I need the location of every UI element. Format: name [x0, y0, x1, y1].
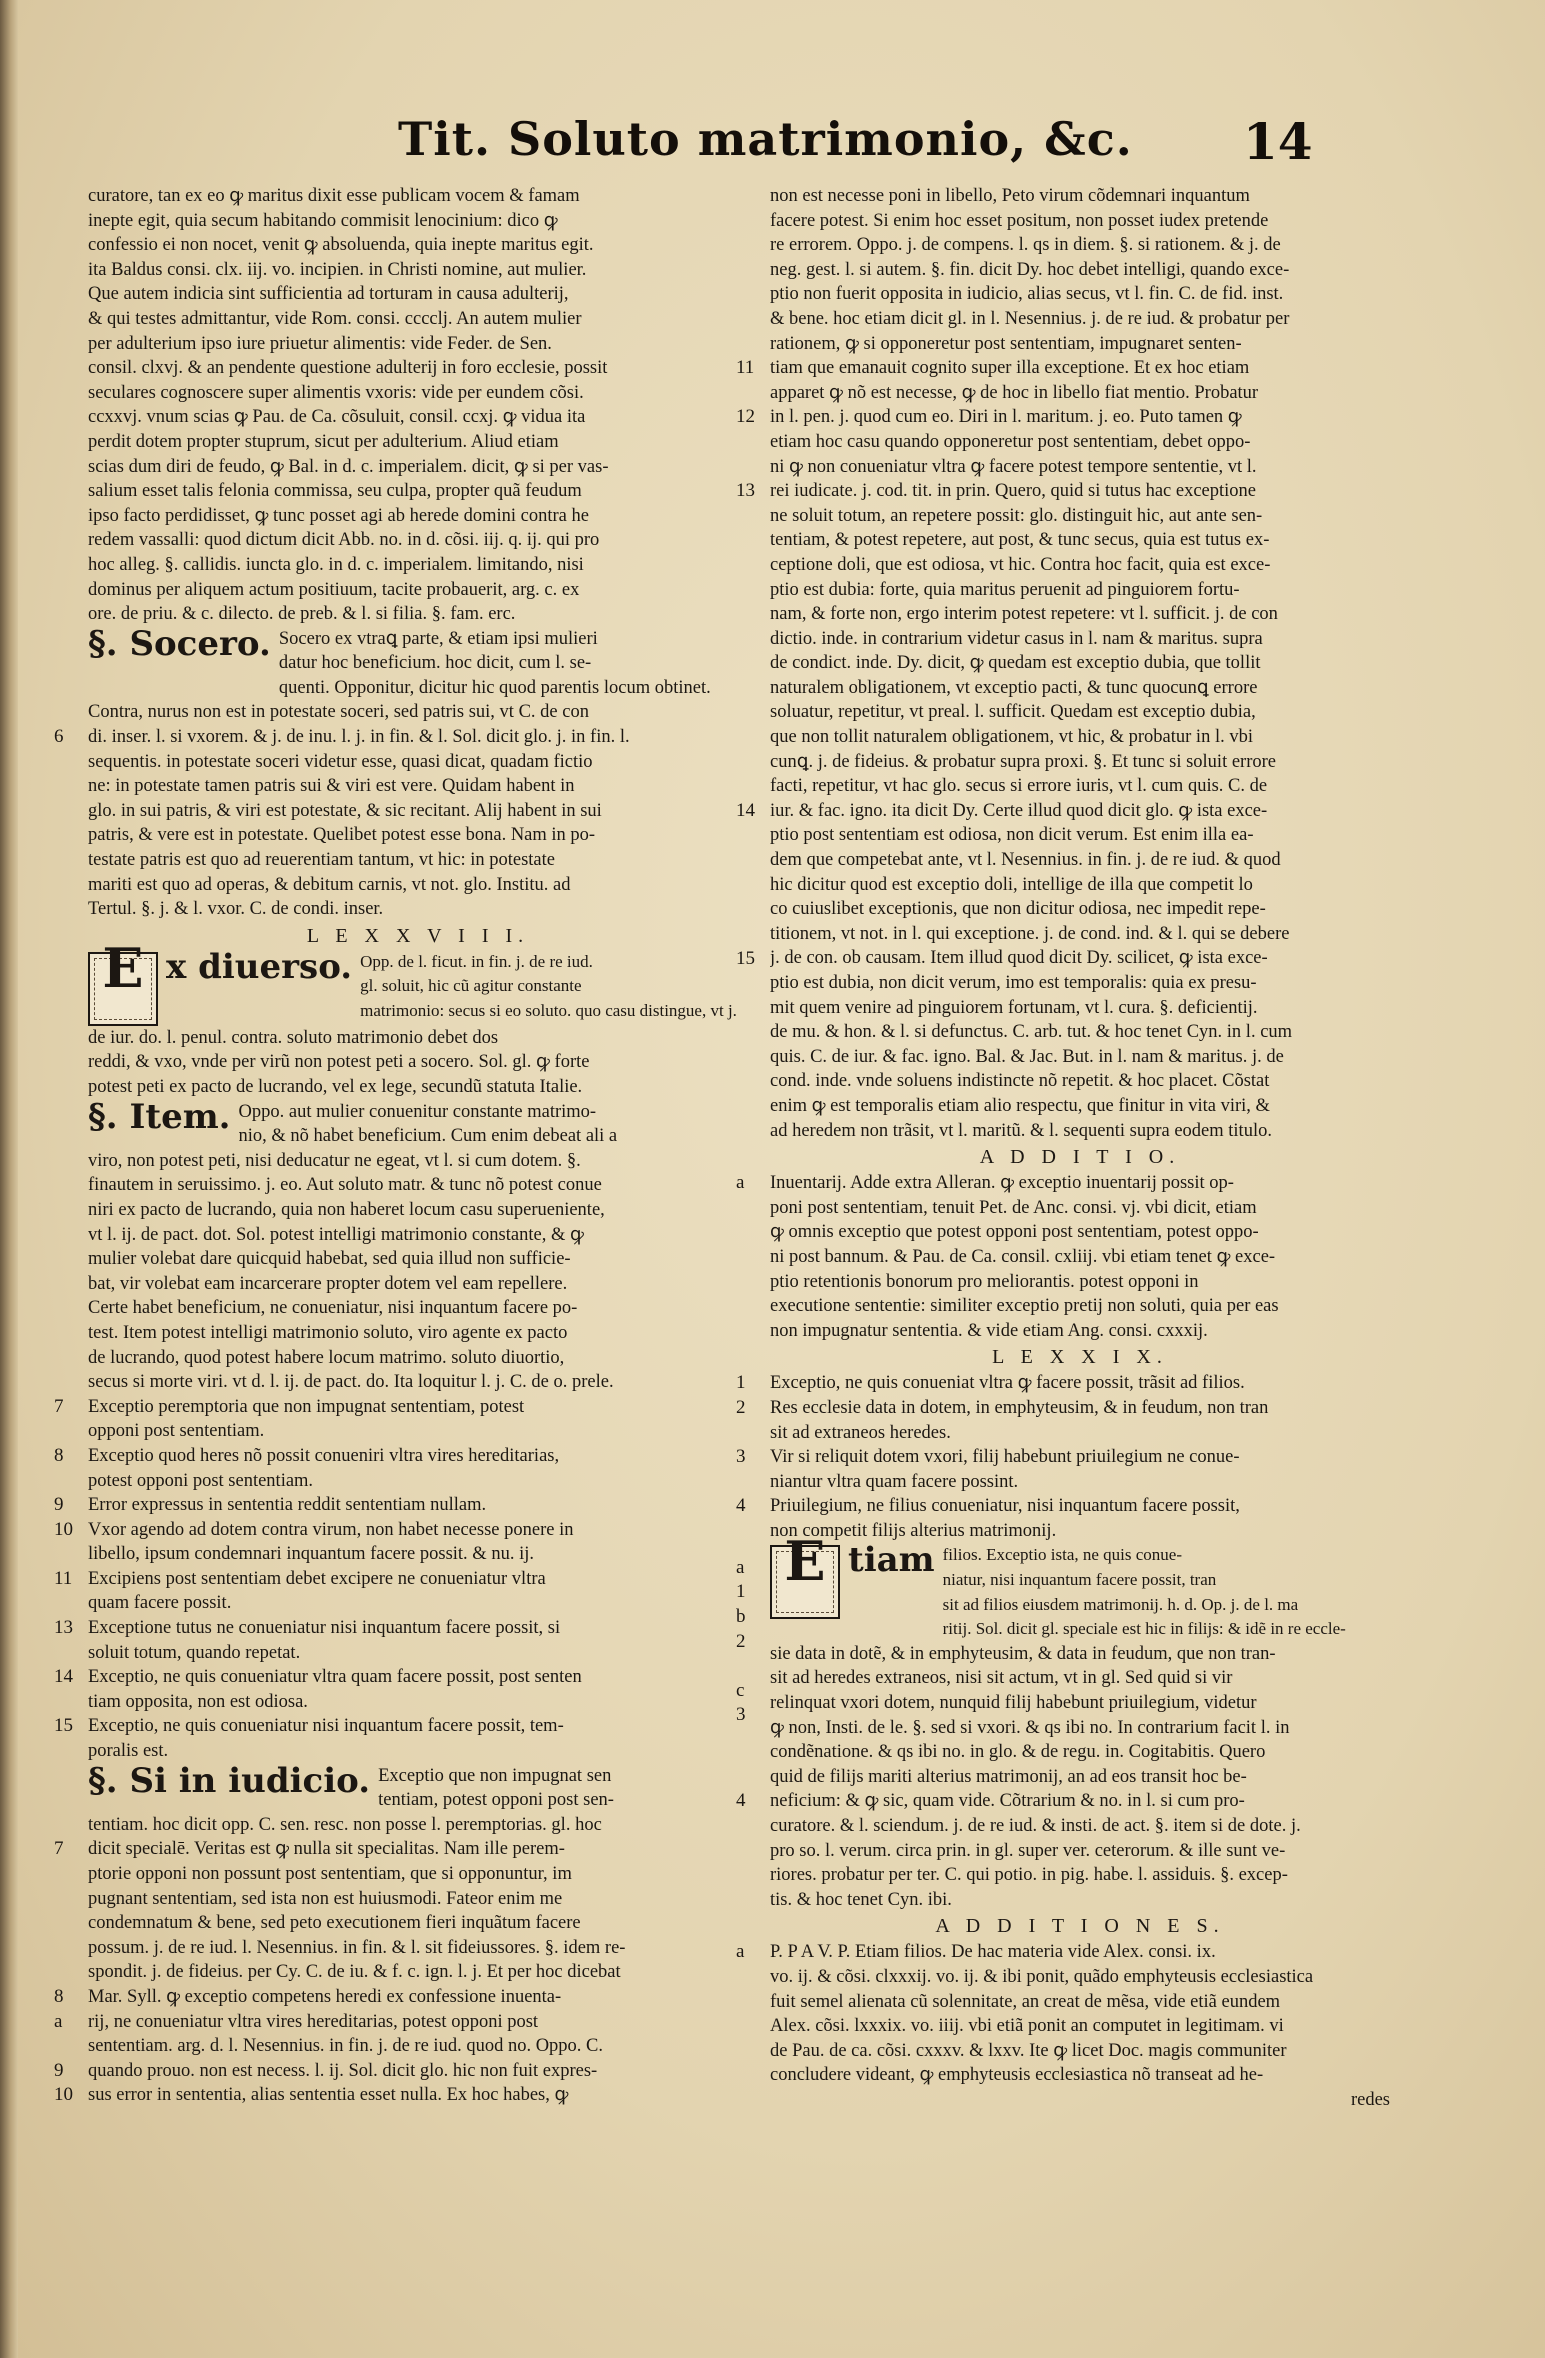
text-line: ni ꝙ non conueniatur vltra ꝙ facere potest tempore sententie, vt l.	[770, 456, 1257, 477]
text-line: seculares cognoscere super alimentis vxoris: vide per eundem cõsi.	[88, 382, 584, 403]
summary-item-number: 8	[54, 1444, 64, 1466]
margin-number: 7	[54, 1838, 64, 1860]
text-line: apparet ꝙ nõ est necesse, ꝙ de hoc in libello fiat mentio. Probatur	[770, 382, 1259, 403]
summary-item-line: Exceptio, ne quis conueniat vltra ꝙ facere possit, trãsit ad filios.	[770, 1373, 1245, 1394]
socero-body	[54, 700, 748, 921]
text-line: dicit specialē. Veritas est ꝙ nulla sit specialitas. Nam ille perem-	[88, 1839, 565, 1860]
summary-item	[54, 1616, 748, 1665]
text-line: Mar. Syll. ꝙ exceptio competens heredi ex confessione inuenta-	[88, 1986, 562, 2007]
text-line: ptio est dubia, non dicit verum, imo est temporalis: quia ex presu-	[770, 973, 1257, 993]
left-column	[54, 184, 748, 2108]
summary-item-line: Vir si reliquit dotem vxori, filij habebunt priuilegium ne conue-	[770, 1447, 1240, 1468]
text-line: Que autem indicia sint sufficientia ad torturam in causa adulterij,	[88, 284, 569, 305]
text-line: P. P A V. P. Etiam filios. De hac materia vide Alex. consi. ix.	[770, 1942, 1216, 1963]
summary-item	[736, 1371, 1390, 1396]
margin-number: 10	[54, 2084, 73, 2106]
item-lead-line: Oppo. aut mulier conuenitur constante matrimo-	[238, 1101, 597, 1122]
text-line: cond. inde. vnde soluens indistincte nõ repetit. & hoc placet. Cõstat	[770, 1071, 1270, 1092]
text-line: testate patris est quo ad reuerentiam tantum, vt hic: in potestate	[88, 850, 555, 871]
running-title: Tit. Soluto matrimonio, &c.	[398, 112, 1133, 166]
text-line: dominus per aliquem actum positiuum, tacite probauerit, arg. c. ex	[88, 579, 580, 600]
text-line: de Pau. de ca. cõsi. cxxxv. & lxxv. Ite ꝙ licet Doc. magis communiter	[770, 2040, 1287, 2061]
text-line: Contra, nurus non est in potestate soceri, sed patris sui, vt C. de con	[88, 702, 589, 723]
text-line: tis. & hoc tenet Cyn. ibi.	[770, 1889, 952, 1910]
margin-number: 3	[736, 1704, 746, 1726]
text-line: titionem, vt not. in l. qui exceptione. j. de cond. ind. & l. qui se debere	[770, 923, 1290, 944]
text-line: non impugnatur sententia. & vide etiam Ang. consi. cxxxij.	[770, 1320, 1208, 1341]
margin-number: 4	[736, 1790, 746, 1812]
summary-item-line: Priuilegium, ne filius conueniatur, nisi inquantum facere possit,	[770, 1496, 1240, 1517]
catchword: redes	[1350, 2089, 1390, 2110]
text-line: in l. pen. j. quod cum eo. Diri in l. maritum. j. eo. Puto tamen ꝙ	[770, 407, 1242, 428]
item-block	[88, 1096, 748, 1149]
text-line: quid de filijs mariti alterius matrimonij, an ad eos transit hoc be-	[770, 1766, 1247, 1787]
summary-item-number: 7	[54, 1395, 64, 1417]
additio-marker: a	[736, 1172, 745, 1194]
text-line: curatore. & l. sciendum. j. de re iud. & insti. de act. §. item si de dote. j.	[770, 1816, 1301, 1836]
si-in-iudicio-body	[54, 1813, 748, 2108]
text-line: secus si morte viri. vt d. l. ij. de pact. do. Ita loquitur l. j. C. de o. prele.	[88, 1372, 614, 1393]
etiam-rubric: tiam	[848, 1540, 935, 1581]
text-line: ptio retentionis bonorum pro meliorantis. potest opponi in	[770, 1271, 1199, 1292]
text-line: de iur. do. l. penul. contra. soluto matrimonio debet dos	[88, 1027, 499, 1048]
text-line: de lucrando, quod potest habere locum matrimo. soluto diuortio,	[88, 1347, 565, 1368]
text-line: & qui testes admittantur, vide Rom. consi. cccclj. An autem mulier	[88, 308, 582, 329]
text-line: tentiam. hoc dicit opp. C. sen. resc. non posse l. peremptorias. gl. hoc	[88, 1814, 602, 1835]
summary-item	[54, 1395, 748, 1444]
summary-item	[54, 1665, 748, 1714]
text-line: potest peti ex pacto de lucrando, vel ex lege, secundũ statuta Italie.	[88, 1077, 583, 1097]
text-line: glo. in sui patris, & viri est potestate, & sic recitant. Alij habent in sui	[88, 800, 602, 821]
text-line: ptio post sententiam est odiosa, non dicit verum. Est enim illa ea-	[770, 825, 1254, 846]
summary-item-line: Exceptio, ne quis conueniatur vltra quam facere possit, post senten	[88, 1667, 582, 1688]
folio-number: 14	[1243, 112, 1313, 171]
text-line: perdit dotem propter stuprum, sicut per adulterium. Aliud etiam	[88, 431, 559, 452]
book-gutter	[0, 0, 18, 2358]
text-line: j. de con. ob causam. Item illud quod dicit Dy. scilicet, ꝙ ista exce-	[770, 948, 1268, 969]
summary-item	[736, 1445, 1390, 1494]
text-line: hoc alleg. §. callidis. iuncta glo. in d. c. imperialem. limitando, nisi	[88, 554, 584, 575]
text-line: pro so. l. verum. circa prin. in gl. super ver. ceterorum. & ille sunt ve-	[770, 1840, 1286, 1861]
text-line: poni post sententiam, tenuit Pet. de Anc. consi. vj. vbi dicit, etiam	[770, 1197, 1257, 1218]
text-line: pugnant sententiam, sed ista non est huiusmodi. Fateor enim me	[88, 1888, 563, 1909]
summary-item-line: non competit filijs alterius matrimonij.	[770, 1520, 1057, 1541]
additiones-heading: A D D I T I O N E S.	[935, 1915, 1225, 1938]
summary-item	[54, 1493, 748, 1518]
summary-item-line: poralis est.	[88, 1741, 169, 1762]
si-in-iudicio-lead	[378, 1764, 748, 1813]
text-line: ore. de priu. & c. dilecto. de preb. & l. si filia. §. fam. erc.	[88, 604, 516, 625]
text-line: riores. probatur per ter. C. qui potio. in pig. habe. l. assiduis. §. excep-	[770, 1865, 1288, 1886]
text-line: mulier volebat dare quicquid habebat, sed quia illud non sufficie-	[88, 1249, 571, 1270]
text-line: vo. ij. & cõsi. clxxxij. vo. ij. & ibi ponit, quãdo emphyteusis ecclesiastica	[770, 1966, 1314, 1987]
summary-item-number: 15	[54, 1715, 73, 1737]
summary-item-line: Vxor agendo ad dotem contra virum, non habet necesse ponere in	[88, 1519, 574, 1540]
ex-diuerso-rubric: x diuerso.	[166, 946, 353, 987]
si-in-iudicio-lead-line: tentiam, potest opponi post sen-	[378, 1790, 614, 1811]
text-line: ꝙ omnis exceptio que potest opponi post sententiam, potest oppo-	[770, 1222, 1259, 1243]
text-line: ne: in potestate tamen patris sui & viri est vere. Quidam habent in	[88, 776, 575, 797]
right-column	[736, 184, 1390, 2113]
text-line: cunꝗ. j. de fideius. & probatur supra proxi. §. Et tunc si soluit errore	[770, 751, 1276, 772]
text-line: niri ex pacto de lucrando, quia non haberet locum casu superueniente,	[88, 1199, 605, 1220]
text-line: neg. gest. l. si autem. §. fin. dicit Dy. hoc debet intelligi, quando exce-	[770, 259, 1290, 280]
ex-diuerso-lead-line: Opp. de l. ficut. in fin. j. de re iud.	[360, 951, 593, 971]
text-line: scias dum diri de feudo, ꝙ Bal. in d. c. imperialem. dicit, ꝙ si per vas-	[88, 456, 609, 477]
summary-item-line: Res ecclesie data in dotem, in emphyteusim, & in feudum, non tran	[770, 1397, 1269, 1418]
text-line: curatore, tan ex eo ꝙ maritus dixit esse publicam vocem & famam	[88, 186, 580, 206]
si-in-iudicio-rubric: §. Si in iudicio.	[88, 1760, 371, 1801]
margin-number: 1	[736, 1581, 746, 1603]
text-line: condemnatum & bene, sed peto executionem fieri inquãtum facere	[88, 1913, 581, 1934]
summary-item	[54, 1518, 748, 1567]
text-line: ꝙ non, Insti. de le. §. sed si vxori. & qs ibi no. In contrarium facit l. in	[770, 1717, 1290, 1738]
margin-number: 12	[736, 406, 755, 428]
text-line: tentiam, & potest repetere, aut post, & tunc secus, quia est tutus ex-	[770, 530, 1270, 551]
ex-diuerso-lead-line: matrimonio: secus si eo soluto. quo casu distingue, vt j.	[360, 1001, 737, 1020]
summary-item-line: Error expressus in sententia reddit sententiam nullam.	[88, 1495, 487, 1516]
text-line: confessio ei non nocet, venit ꝙ absoluenda, quia inepte maritus egit.	[88, 235, 594, 256]
summary-item-line: opponi post sententiam.	[88, 1421, 265, 1442]
ex-diuerso-lead-line: gl. soluit, hic cũ agitur constante	[360, 976, 582, 996]
margin-number: 6	[54, 726, 64, 748]
text-line: salium esset talis felonia commissa, seu culpa, propter quã feudum	[88, 481, 582, 502]
etiam-lead	[943, 1543, 1390, 1641]
etiam-lead-line: niatur, nisi inquantum facere possit, tran	[942, 1570, 1217, 1590]
text-line: quando prouo. non est necess. l. ij. Sol. dicit glo. hic non fuit expres-	[88, 2060, 598, 2081]
margin-number: a	[736, 1556, 745, 1578]
text-line: bat, vir volebat eam incarcerare propter dotem vel eam repellere.	[88, 1273, 568, 1294]
text-line: facti, repetitur, vt hac glo. secus si errore iuris, vt l. cum quis. C. de	[770, 776, 1268, 797]
text-line: Inuentarij. Adde extra Alleran. ꝙ exceptio inuentarij possit op-	[770, 1173, 1234, 1194]
text-line: di. inser. l. si vxorem. & j. de inu. l. j. in fin. & l. Sol. dicit glo. j. in fin. l.	[88, 727, 630, 748]
text-line: ptorie opponi non possunt post sententiam, que si opponuntur, im	[88, 1864, 572, 1884]
text-line: ptio non fuerit opposita in iudicio, alias secus, vt l. fin. C. de fid. inst.	[770, 284, 1284, 305]
additiones-body	[736, 1940, 1390, 2112]
text-line: fuit semel alienata cũ solennitate, an creat de mẽsa, vide etiã eundem	[770, 1991, 1281, 2012]
summary-item-line: Exceptio, ne quis conueniatur nisi inquantum facere possit, tem-	[88, 1716, 564, 1737]
summary-item-number: 11	[54, 1567, 73, 1589]
etiam-lead-line: filios. Exceptio ista, ne quis conue-	[942, 1545, 1183, 1565]
text-line: enim ꝙ est temporalis etiam alio respectu, que finitur in vita viri, &	[770, 1095, 1270, 1116]
ex-diuerso-initial	[88, 935, 158, 1026]
socero-lead	[279, 627, 748, 701]
text-line: ceptione doli, que est odiosa, vt hic. Contra hoc facit, quia est exce-	[770, 554, 1271, 575]
summary-item-number: 10	[54, 1518, 73, 1540]
text-line: ad heredem non trãsit, vt l. maritũ. & l. sequenti supra eodem titulo.	[770, 1120, 1272, 1141]
summary-item	[54, 1714, 748, 1763]
text-line: sit ad heredes extraneos, nisi sit actum, vt in gl. Sed quid si vir	[770, 1668, 1233, 1689]
summary-item-line: niantur vltra quam facere possint.	[770, 1471, 1019, 1492]
margin-number: 13	[736, 480, 755, 502]
text-line: iur. & fac. igno. ita dicit Dy. Certe illud quod dicit glo. ꝙ ista exce-	[770, 800, 1268, 821]
margin-number: 8	[54, 1986, 64, 2007]
margin-number: 15	[736, 947, 755, 969]
text-line: rei iudicate. j. cod. tit. in prin. Quero, quid si tutus hac exceptione	[770, 481, 1257, 502]
text-line: hic dicitur quod est exceptio doli, intellige de illa que competit lo	[770, 874, 1253, 895]
text-line: facere potest. Si enim hoc esset positum, non posset iudex pretende	[770, 210, 1269, 231]
summary-item-line: quam facere possit.	[88, 1593, 232, 1614]
text-line: & bene. hoc etiam dicit gl. in l. Nesennius. j. de re iud. & probatur per	[770, 308, 1290, 329]
text-line: Alex. cõsi. lxxxix. vo. iiij. vbi etiã ponit an computet in legitimam. vi	[770, 2016, 1284, 2037]
text-line: co cuiuslibet exceptionis, que non dicitur odiosa, nec impedit repe-	[770, 899, 1266, 920]
summary-item-line: soluit totum, quando repetat.	[88, 1642, 301, 1663]
text-line: concludere videant, ꝙ emphyteusis ecclesiastica nõ transeat ad he-	[770, 2065, 1264, 2086]
item-lead-line: nio, & nõ habet beneficium. Cum enim debeat ali a	[238, 1126, 618, 1147]
text-line: test. Item potest intelligi matrimonio soluto, viro agente ex pacto	[88, 1322, 568, 1343]
text-line: ita Baldus consi. clx. iij. vo. incipien. in Christi nomine, aut mulier.	[88, 259, 587, 280]
summary-item	[54, 1444, 748, 1493]
margin-number: 14	[736, 800, 755, 821]
text-line: non est necesse poni in libello, Peto virum cõdemnari inquantum	[770, 186, 1250, 206]
socero-lead-line: quenti. Opponitur, dicitur hic quod parentis locum obtinet.	[278, 677, 711, 698]
text-line: relinquat vxori dotem, nunquid filij habebunt priuilegium, videtur	[770, 1693, 1257, 1714]
summary-item-line: sit ad extraneos heredes.	[770, 1422, 951, 1443]
text-line: sententiam. arg. d. l. Nesennius. in fin. j. de re iud. quod no. Oppo. C.	[88, 2036, 604, 2057]
socero-lead-line: Socero ex vtraꝗ parte, & etiam ipsi mulieri	[278, 628, 598, 649]
text-line: ipso facto perdidisset, ꝙ tunc posset agi ab herede domini contra he	[88, 505, 589, 526]
text-line: tiam que emanauit cognito super illa exceptione. Et ex hoc etiam	[770, 358, 1250, 379]
text-line: ne soluit totum, an repetere possit: glo. distinguit hic, aut ante sen-	[770, 505, 1263, 526]
text-line: nam, & forte non, ergo interim potest repetere: vt l. sufficit. j. de con	[770, 604, 1278, 625]
etiam-lead-line: ritij. Sol. dicit gl. speciale est hic in filijs: & idẽ in re eccle-	[942, 1619, 1346, 1639]
text-line: dem que competebat ante, vt l. Nesennius. in fin. j. de re iud. & quod	[770, 850, 1281, 871]
text-line: de condict. inde. Dy. dicit, ꝙ quedam est exceptio dubia, que tollit	[770, 653, 1261, 674]
ex-diuerso-initial-letter: E	[102, 935, 144, 1000]
summary-item-number: 9	[54, 1494, 64, 1516]
summary-item-line: Excipiens post sententiam debet excipere ne conueniatur vltra	[88, 1568, 546, 1589]
summary-item-number: 4	[736, 1495, 746, 1517]
text-line: de mu. & hon. & l. si defunctus. C. arb. tut. & hoc tenet Cyn. in l. cum	[770, 1022, 1293, 1043]
text-line: quis. C. de iur. & fac. igno. Bal. & Jac. But. in l. nam & maritus. j. de	[770, 1046, 1284, 1067]
summary-item-line: tiam opposita, non est odiosa.	[88, 1691, 308, 1712]
socero-block	[88, 623, 748, 701]
text-line: ptio est dubia: forte, quia maritus peruenit ad pinguiorem fortu-	[770, 579, 1240, 600]
item-lead	[239, 1100, 748, 1149]
summary-item-line: libello, ipsum condemnari inquantum facere possit. & nu. ij.	[88, 1544, 534, 1565]
text-line: reddi, & vxo, vnde per virũ non potest peti a socero. Sol. gl. ꝙ forte	[88, 1052, 590, 1073]
text-line: rij, ne conueniatur vltra vires hereditarias, potest opponi post	[88, 2011, 539, 2032]
text-line: ccxxvj. vnum scias ꝙ Pau. de Ca. cõsuluit, consil. ccxj. ꝙ vidua ita	[88, 407, 586, 428]
si-in-iudicio-lead-line: Exceptio que non impugnat sen	[378, 1765, 612, 1786]
si-in-iudicio-block	[88, 1760, 748, 1813]
text-line: re errorem. Oppo. j. de compens. l. qs in diem. §. si rationem. & j. de	[770, 235, 1281, 256]
text-line: spondit. j. de fideius. per Cy. C. de iu. & f. c. ign. l. j. Et per hoc dicebat	[88, 1962, 621, 1983]
right-para	[736, 184, 1390, 1143]
socero-lead-line: datur hoc beneficium. hoc dicit, cum l. se-	[278, 653, 592, 674]
summary-item-number: 1	[736, 1372, 746, 1394]
text-line: Tertul. §. j. & l. vxor. C. de condi. inser.	[88, 899, 384, 920]
text-line: inepte egit, quia secum habitando commisit lenocinium: dico ꝙ	[88, 210, 558, 231]
text-line: que non tollit naturalem obligationem, vt hic, & probatur in l. vbi	[770, 727, 1253, 748]
margin-number: b	[736, 1605, 746, 1627]
text-line: etiam hoc casu quando opponeretur post sententiam, debet oppo-	[770, 431, 1251, 452]
etiam-initial	[770, 1529, 840, 1619]
ex-diuerso-lead	[360, 950, 748, 1024]
margin-number: 9	[54, 2059, 64, 2081]
summary-item	[736, 1494, 1390, 1543]
additio-body	[736, 1171, 1390, 1343]
margin-number: a	[54, 2010, 63, 2032]
text-line: mariti est quo ad operas, & debitum carnis, vt not. glo. Institu. ad	[88, 874, 571, 895]
summary-item-line: Exceptio quod heres nõ possit conueniri vltra vires hereditarias,	[88, 1445, 560, 1466]
text-line: ni post bannum. & Pau. de Ca. consil. cxliij. vbi etiam tenet ꝙ exce-	[770, 1246, 1276, 1267]
text-line: sus error in sententia, alias sententia esset nulla. Ex hoc habes, ꝙ	[88, 2085, 569, 2106]
summary-item-number: 13	[54, 1617, 73, 1639]
summary-item-number: 3	[736, 1446, 746, 1468]
text-line: Certe habet beneficium, ne conueniatur, nisi inquantum facere po-	[88, 1298, 578, 1319]
text-line: mit quem venire ad pinguiorem fortunam, vt l. cura. §. deficientij.	[770, 997, 1258, 1018]
text-line: neficium: & ꝙ sic, quam vide. Cõtrarium & no. in l. si cum pro-	[770, 1791, 1245, 1812]
summary-item-line: Exceptio peremptoria que non impugnat sententiam, potest	[88, 1396, 525, 1417]
socero-rubric: §. Socero.	[88, 623, 271, 664]
text-line: redem vassalli: quod dictum dicit Abb. no. in d. cõsi. iij. q. ij. qui pro	[88, 530, 600, 551]
summary-item-line: potest opponi post sententiam.	[88, 1470, 314, 1491]
text-line: possum. j. de re iud. l. Nesennius. in fin. & l. sit fideiussores. §. idem re-	[88, 1937, 626, 1958]
text-line: finautem in seruissimo. j. eo. Aut soluto matr. & tunc nõ potest conue	[88, 1175, 602, 1196]
summary-item-number: 2	[736, 1396, 746, 1418]
text-line: sie data in dotẽ, & in emphyteusim, & data in feudum, que non tran-	[770, 1643, 1276, 1664]
text-line: rationem, ꝙ si opponeretur post sententiam, impugnaret senten-	[770, 333, 1242, 354]
margin-number: c	[736, 1679, 745, 1701]
book-page	[18, 0, 1545, 2358]
text-line: executione sententie: similiter exceptio pretij non soluti, quia per eas	[770, 1296, 1279, 1317]
text-line: naturalem obligationem, vt exceptio pacti, & tunc quocunꝗ errore	[770, 677, 1258, 698]
text-line: sequentis. in potestate soceri videtur esse, quasi dicat, quadam fictio	[88, 751, 593, 772]
lex-heading: L E X X V I I I.	[306, 924, 530, 947]
text-line: consil. clxvj. & an pendente questione adulterij in foro ecclesie, possit	[88, 358, 608, 379]
summary-item-line: Exceptione tutus ne conueniatur nisi inquantum facere possit, si	[88, 1618, 561, 1639]
additiones-marker: a	[736, 1941, 745, 1963]
text-line: soluatur, repetitur, vt preal. l. sufficit. Quedam est exceptio dubia,	[770, 702, 1256, 723]
text-line: condẽnatione. & qs ibi no. in glo. & de regu. in. Cogitabitis. Quero	[770, 1742, 1266, 1763]
margin-number: 11	[736, 357, 755, 379]
summary-item-number: 14	[54, 1666, 73, 1688]
additio-heading: A D D I T I O.	[979, 1146, 1181, 1169]
text-line: dictio. inde. in contrarium videtur casus in l. nam & maritus. supra	[770, 628, 1263, 649]
text-line: patris, & vere est in potestate. Quelibet potest esse bona. Nam in po-	[88, 825, 596, 846]
text-line: per adulterium ipso iure priuetur alimentis: vide Feder. de Sen.	[88, 333, 552, 354]
etiam-lead-line: sit ad filios eiusdem matrimonij. h. d. Op. j. de l. ma	[942, 1594, 1299, 1614]
margin-number: 2	[736, 1630, 746, 1652]
etiam-initial-letter: E	[784, 1529, 826, 1594]
text-line: viro, non potest peti, nisi deducatur ne egeat, vt l. si cum dotem. §.	[88, 1150, 581, 1171]
text-line: vt l. ij. de pact. dot. Sol. potest intelligi matrimonio constante, & ꝙ	[88, 1224, 584, 1245]
item-rubric: §. Item.	[88, 1096, 231, 1137]
lex-heading: L E X X I X.	[992, 1346, 1168, 1369]
summary-item	[736, 1396, 1390, 1445]
summary-item	[54, 1567, 748, 1616]
